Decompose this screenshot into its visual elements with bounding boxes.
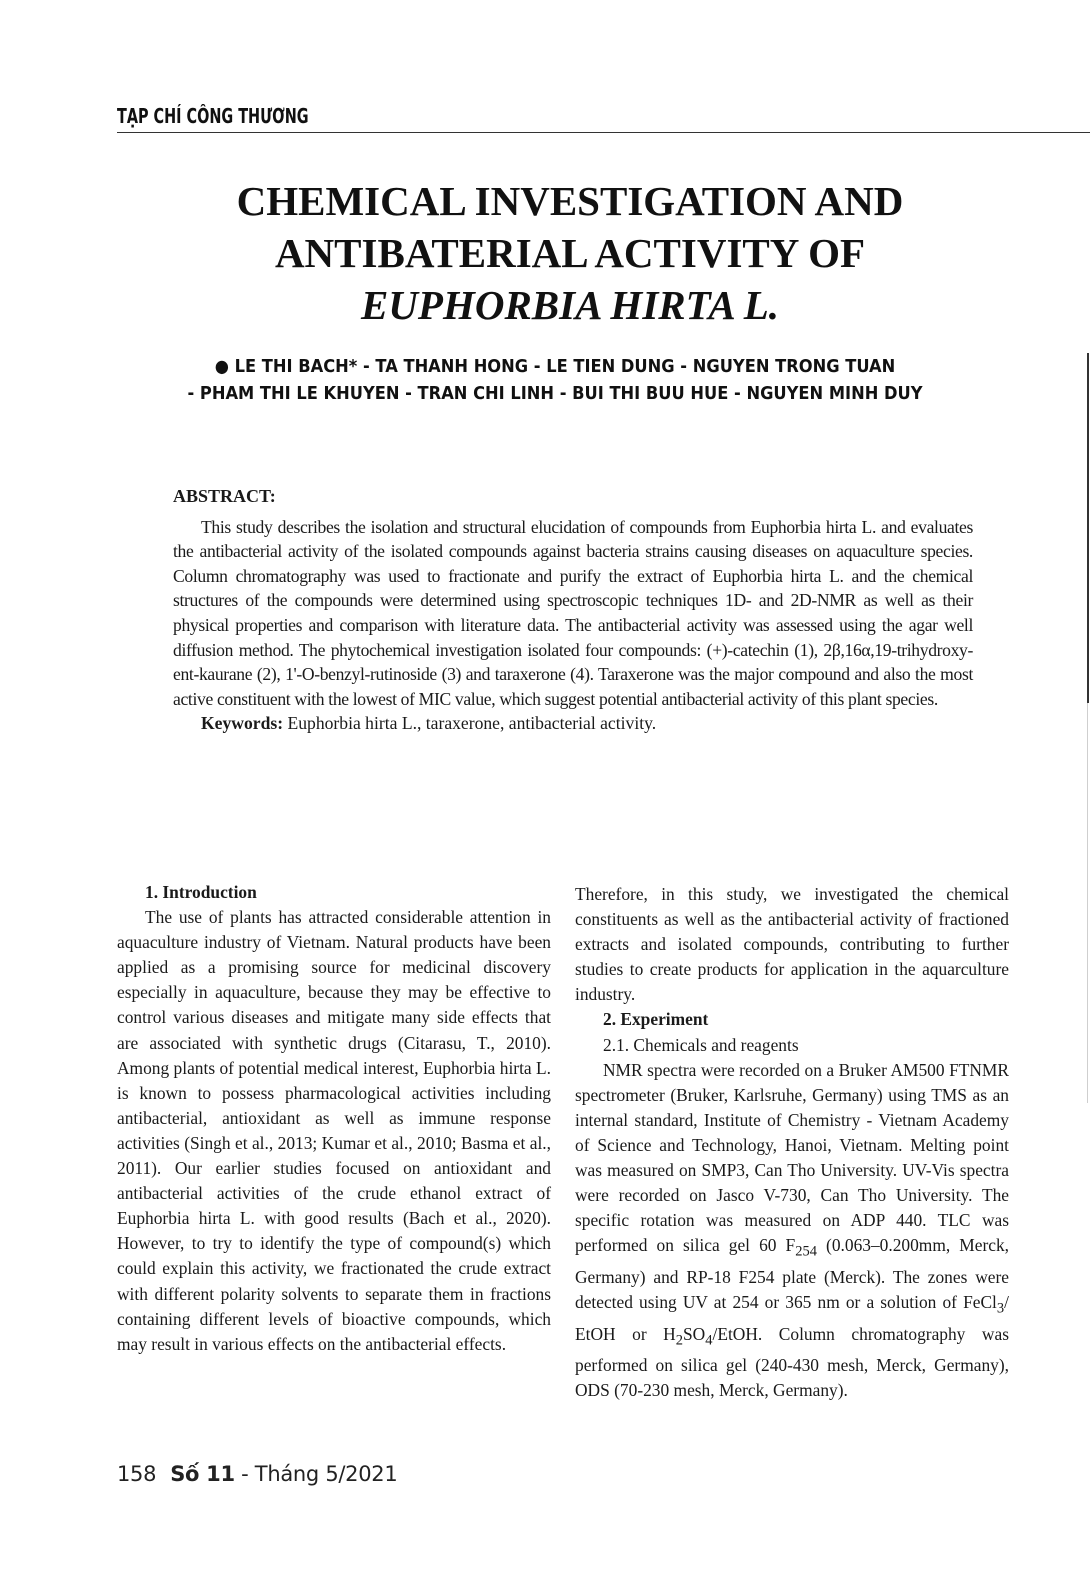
scan-edge-line-faint [1087, 703, 1088, 1103]
introduction-paragraph: The use of plants has attracted considerable attention in aquaculture industry of Vietnam. Natural products have been applied as a promising source for medicinal discovery especially in aquaculture, because they may be effective to control various diseases and mitigate many side effects that are associated with synthetic drugs (Citarasu, T., 2010). Among plants of potential medical interest, Euphorbia hirta L. is known to possess pharmacological activities including antibacterial, antioxidant as well as immune response activities (Singh et al., 2013; Kumar et al., 2010; Basma et al., 2011). Our earlier studies focused on antioxidant and antibacterial activities of the crude ethanol extract of Euphorbia hirta L. with good results (Bach et al., 2020). However, to try to identify the type of compound(s) which could explain this activity, we fractionated the crude extract with different polarity solvents to separate them in fractions containing different levels of bioactive compounds, which may result in various effects on the antibacterial effects. [117, 907, 551, 1354]
journal-header: TẠP CHÍ CÔNG THƯƠNG [117, 104, 309, 128]
left-column [117, 880, 551, 1357]
keywords-label: Keywords: [201, 713, 284, 734]
chemicals-paragraph [575, 1058, 1009, 1404]
chemicals-subheading: 2.1. Chemicals and reagents [603, 1034, 799, 1055]
abstract-heading: ABSTRACT: [173, 486, 276, 506]
subscript-4: 4 [705, 1332, 713, 1348]
keywords-list: Euphorbia hirta L., taraxerone, antibacterial activity. [283, 713, 657, 734]
issue-date: - Tháng 5/2021 [234, 1462, 398, 1486]
chemicals-text-4: SO [683, 1323, 706, 1344]
subscript-254: 254 [795, 1243, 817, 1260]
chemicals-text-1: NMR spectra were recorded on a Bruker AM500 FTNMR spectrometer (Bruker, Karlsruhe, Germany) using TMS as an internal standard, Institute of Chemistry - Vietnam Academy of Science and Technology, Hanoi, Vietnam. Melting point was measured on SMP3, Can Tho University. UV-Vis spectra were recorded on Jasco V-730, Can Tho University. The specific rotation was measured on ADP 440. TLC was performed on silica gel 60 F [575, 1059, 1009, 1256]
abstract-body: This study describes the isolation and structural elucidation of compounds from Euphorbia hirta L. and evaluates the antibacterial activity of the isolated compounds against bacteria strains causing diseases on aquaculture species. Column chromatography was used to fractionate and purify the extract of Euphorbia hirta L. and the chemical structures of the compounds were determined using spectroscopic techniques 1D- and 2D-NMR as well as their physical properties and comparison with literature data. The antibacterial activity was assessed using the agar well diffusion method. The phytochemical investigation isolated four compounds: (+)-catechin (1), 2β,16α,19-trihydroxy-ent-kaurane (2), 1'-O-benzyl-rutinoside (3) and taraxerone (4). Taraxerone was the major compound and also the most active constituent with the lowest of MIC value, which suggest potential antibacterial activity of this plant species. [173, 516, 973, 709]
subscript-2: 2 [675, 1332, 683, 1348]
author-list [120, 354, 990, 408]
scan-edge-line [1087, 353, 1089, 703]
title-line-1: CHEMICAL INVESTIGATION AND [236, 178, 904, 224]
authors-line-2: - PHAM THI LE KHUYEN - TRAN CHI LINH - BUI THI BUU HUE - NGUYEN MINH DUY [187, 384, 923, 404]
title-line-3: EUPHORBIA HIRTA L. [360, 282, 780, 328]
article-title [150, 175, 990, 331]
introduction-continuation: Therefore, in this study, we investigated the chemical constituents as well as the antibacterial activity of fractioned extracts and isolated compounds, contributing to further studies to create products for application in the aquarculture industry. [575, 884, 1009, 1005]
experiment-heading: 2. Experiment [603, 1009, 709, 1030]
chemicals-text-2: (0.063–0.200mm, Merck, Germany) and RP-18 F254 plate (Merck). The zones were detected using UV at 254 or 365 nm or a solution of FeCl [575, 1235, 1010, 1312]
subscript-3: 3 [996, 1300, 1005, 1317]
title-line-2: ANTIBATERIAL ACTIVITY OF [274, 230, 866, 276]
page-footer [117, 1462, 397, 1486]
page-number: 158 [117, 1462, 157, 1486]
keywords-line [173, 711, 973, 736]
chemicals-text-3: / EtOH or H [575, 1291, 1009, 1344]
chemicals-text-5: /EtOH. Column chromatography was performed on silica gel (240-430 mesh, Merck, Germany), ODS (70-230 mesh, Merck, Germany). [575, 1323, 1009, 1401]
authors-line-1: ● LE THI BACH* - TA THANH HONG - LE TIEN DUNG - NGUYEN TRONG TUAN [214, 357, 896, 377]
header-rule [117, 132, 1090, 133]
introduction-heading: 1. Introduction [145, 882, 257, 902]
right-column [575, 882, 1009, 1403]
issue-number: Số 11 [170, 1462, 235, 1486]
abstract-block [173, 484, 973, 736]
